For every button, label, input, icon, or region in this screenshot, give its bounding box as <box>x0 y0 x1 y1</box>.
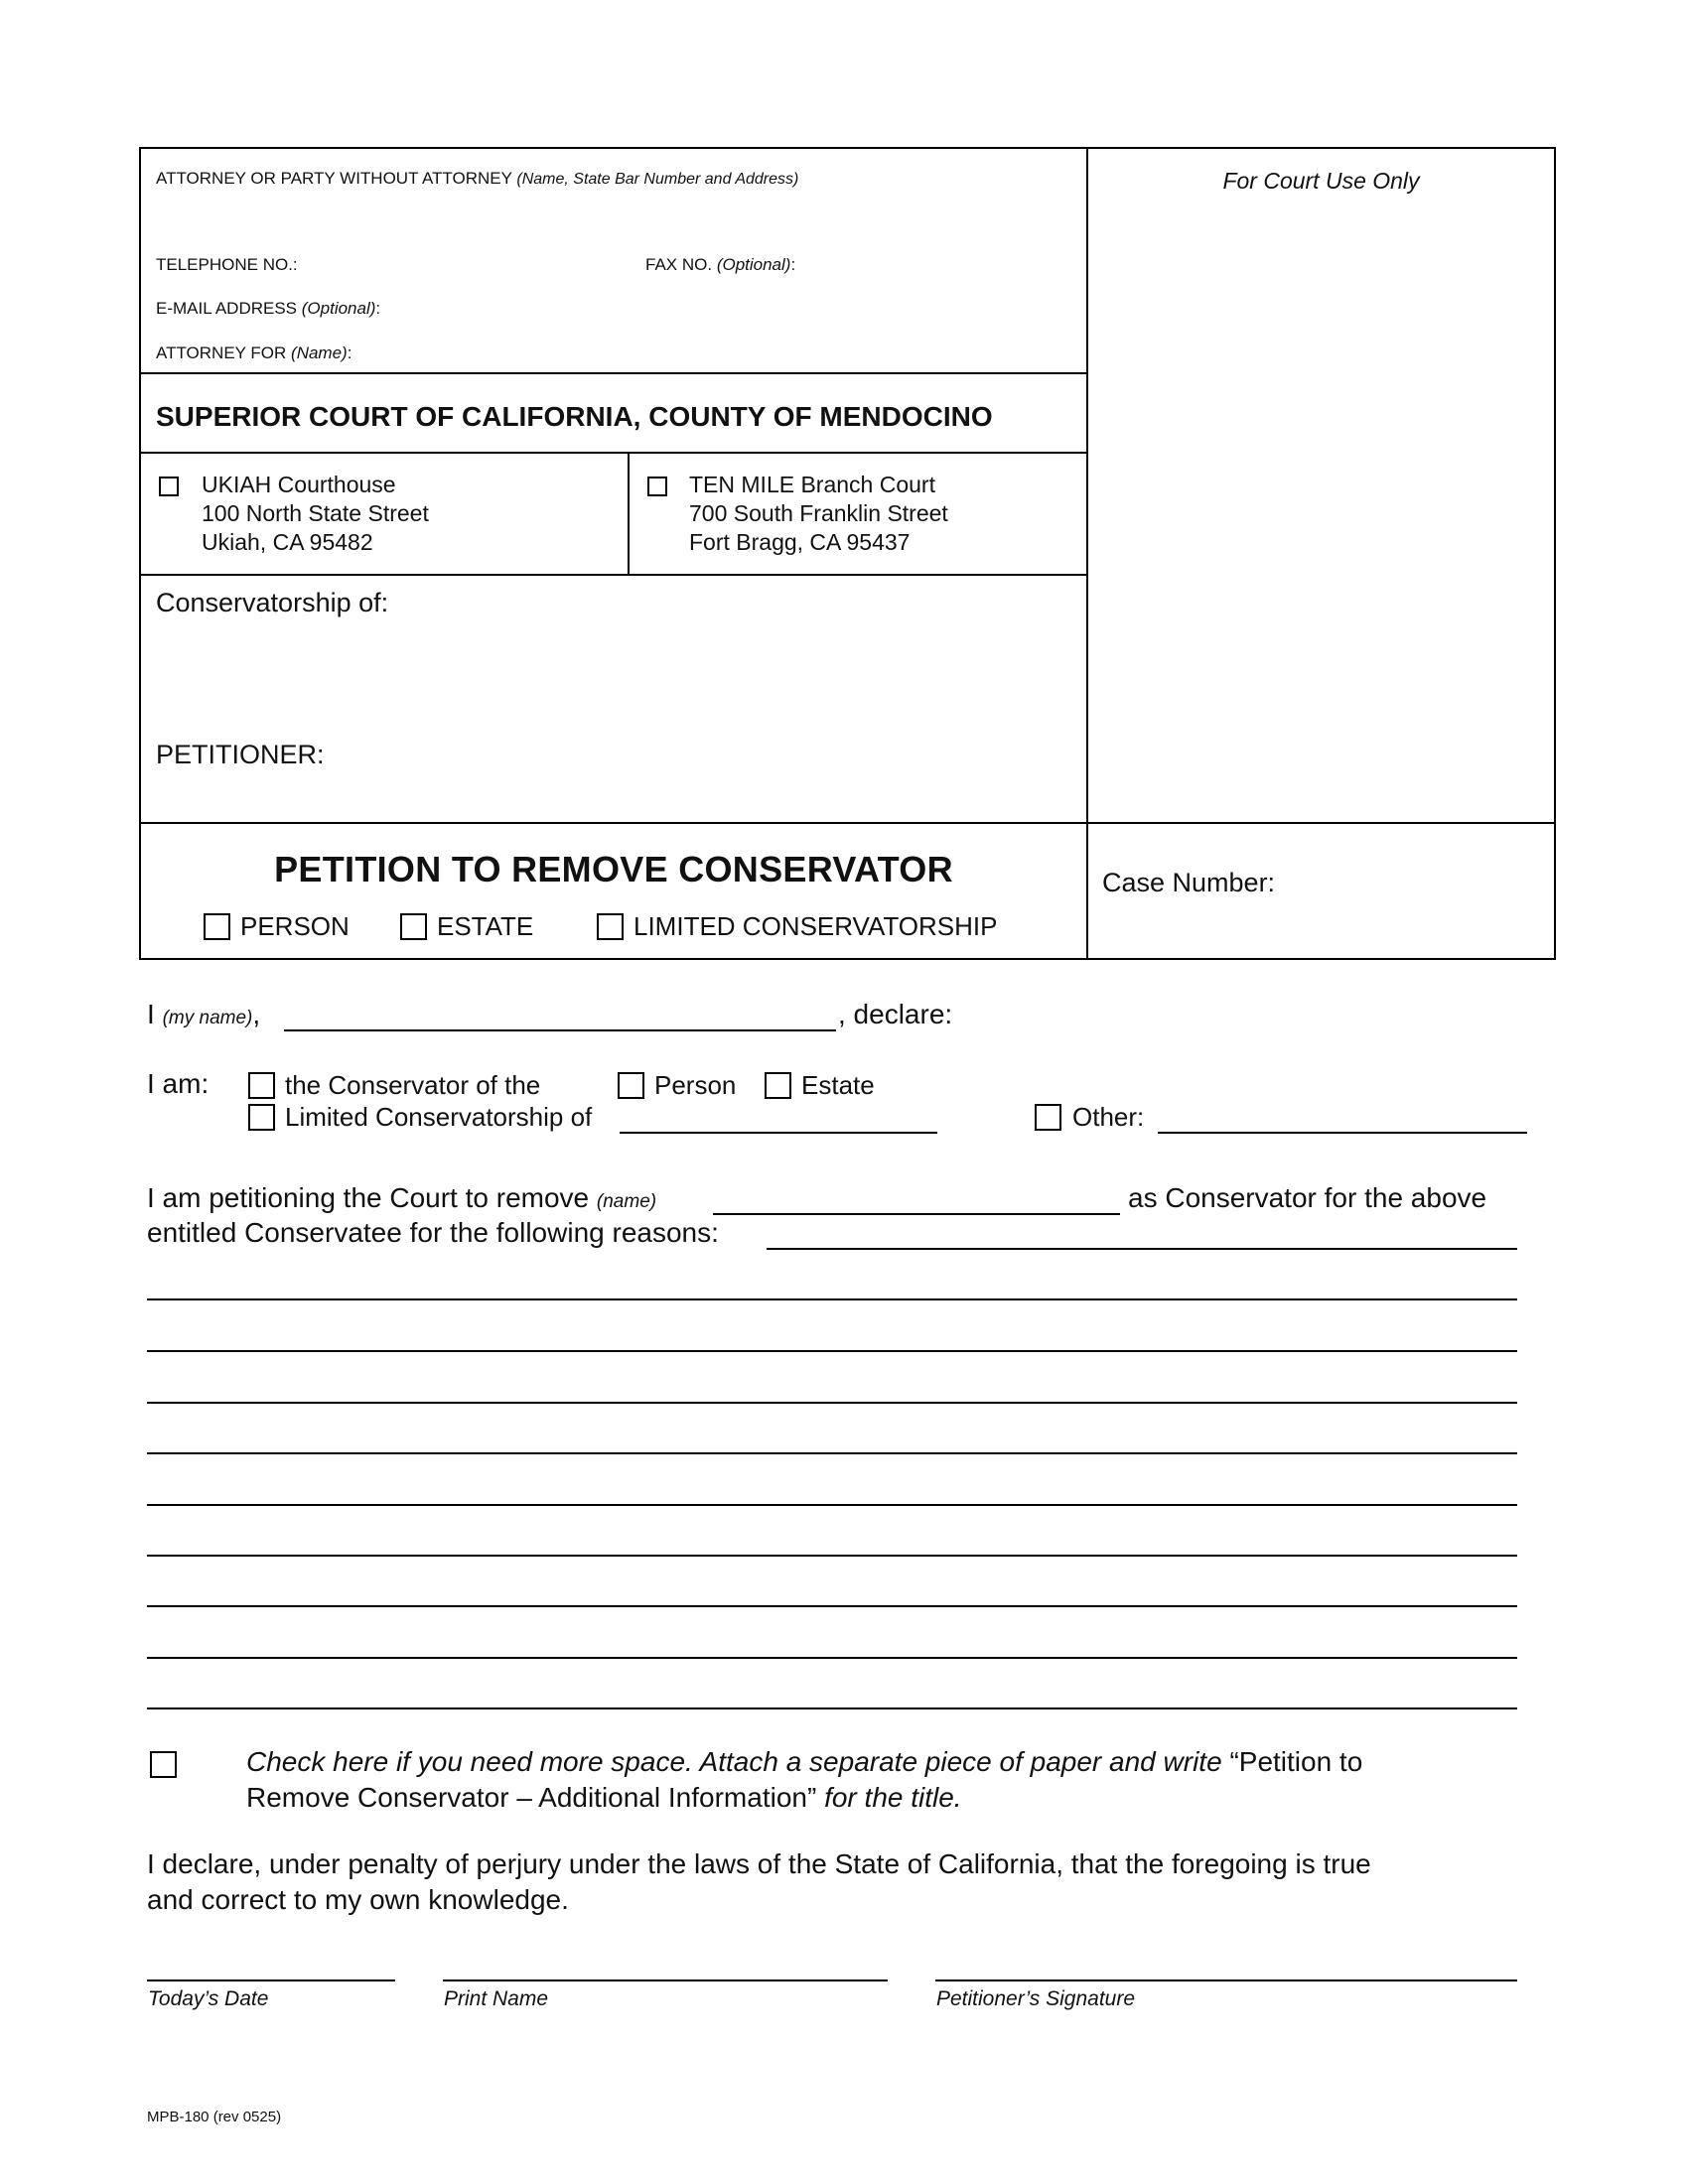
ukiah-address: UKIAH Courthouse 100 North State Street Ukiah, CA 95482 <box>202 472 429 555</box>
telephone-label: TELEPHONE NO.: <box>156 255 298 274</box>
print-name-label: Print Name <box>444 1987 549 2010</box>
court-name: SUPERIOR COURT OF CALIFORNIA, COUNTY OF MENDOCINO <box>156 401 993 432</box>
person-title-label: PERSON <box>240 911 350 941</box>
more-space-checkbox[interactable] <box>150 1751 177 1778</box>
date-field[interactable] <box>147 1979 395 1981</box>
reason-line[interactable] <box>147 1555 1517 1557</box>
signature-field[interactable] <box>935 1979 1517 1981</box>
reason-line[interactable] <box>147 1350 1517 1352</box>
signature-label: Petitioner’s Signature <box>936 1987 1136 2010</box>
petition-mid: as Conservator for the above <box>1128 1182 1487 1213</box>
limited-label: Limited Conservatorship of <box>285 1102 593 1132</box>
limited-title-checkbox[interactable] <box>597 913 624 940</box>
conservator-checkbox[interactable] <box>248 1072 275 1099</box>
declarant-name-field[interactable] <box>284 1029 836 1031</box>
reasons-first-line[interactable] <box>767 1248 1517 1250</box>
ten-mile-address: TEN MILE Branch Court 700 South Franklin Street Fort Bragg, CA 95437 <box>689 472 948 555</box>
estate-title-label: ESTATE <box>437 911 534 941</box>
court-use-label: For Court Use Only <box>1222 168 1420 194</box>
i-am-label: I am: <box>147 1068 210 1099</box>
person-title-checkbox[interactable] <box>204 913 230 940</box>
conservatorship-label: Conservatorship of: <box>156 588 389 617</box>
attorney-label: ATTORNEY OR PARTY WITHOUT ATTORNEY (Name, State Bar Number and Address) <box>156 169 799 188</box>
date-label: Today’s Date <box>148 1987 269 2010</box>
print-name-field[interactable] <box>443 1979 888 1981</box>
petitioner-label: PETITIONER: <box>156 740 325 769</box>
estate-title-checkbox[interactable] <box>400 913 427 940</box>
estate-label: Estate <box>801 1070 875 1100</box>
attorney-for-label: ATTORNEY FOR (Name): <box>156 343 352 362</box>
case-number-label: Case Number: <box>1102 868 1276 897</box>
ukiah-checkbox[interactable] <box>159 477 179 496</box>
other-checkbox[interactable] <box>1035 1104 1061 1131</box>
more-space-text: Check here if you need more space. Attach a separate piece of paper and write “Petition to Remove Conservator – Additional Information” for the title. <box>246 1746 1363 1813</box>
declare-line: I (my name), <box>147 999 261 1029</box>
reason-line[interactable] <box>147 1504 1517 1506</box>
limited-title-label: LIMITED CONSERVATORSHIP <box>633 911 998 941</box>
reason-line[interactable] <box>147 1402 1517 1404</box>
fax-label: FAX NO. (Optional): <box>645 255 796 274</box>
person-label: Person <box>654 1070 737 1100</box>
limited-checkbox[interactable] <box>248 1104 275 1131</box>
reason-line[interactable] <box>147 1298 1517 1300</box>
ten-mile-checkbox[interactable] <box>647 477 667 496</box>
declare-end: , declare: <box>838 999 953 1029</box>
other-field[interactable] <box>1158 1132 1527 1134</box>
conservator-name-field[interactable] <box>713 1213 1120 1215</box>
form-title: PETITION TO REMOVE CONSERVATOR <box>274 849 953 889</box>
petition-line2: entitled Conservatee for the following reasons: <box>147 1217 719 1248</box>
reason-line[interactable] <box>147 1707 1517 1709</box>
other-label: Other: <box>1072 1102 1145 1132</box>
conservator-label: the Conservator of the <box>285 1070 541 1100</box>
person-checkbox[interactable] <box>618 1072 644 1099</box>
email-label: E-MAIL ADDRESS (Optional): <box>156 299 381 318</box>
declaration-text: I declare, under penalty of perjury under the laws of the State of California, that the foregoing is true and correct to my own knowledge. <box>147 1848 1371 1915</box>
limited-name-field[interactable] <box>620 1132 937 1134</box>
reason-line[interactable] <box>147 1605 1517 1607</box>
reason-line[interactable] <box>147 1452 1517 1454</box>
petition-start: I am petitioning the Court to remove (name) <box>147 1182 657 1213</box>
reason-line[interactable] <box>147 1657 1517 1659</box>
estate-checkbox[interactable] <box>765 1072 791 1099</box>
form-code: MPB-180 (rev 0525) <box>147 2109 282 2125</box>
